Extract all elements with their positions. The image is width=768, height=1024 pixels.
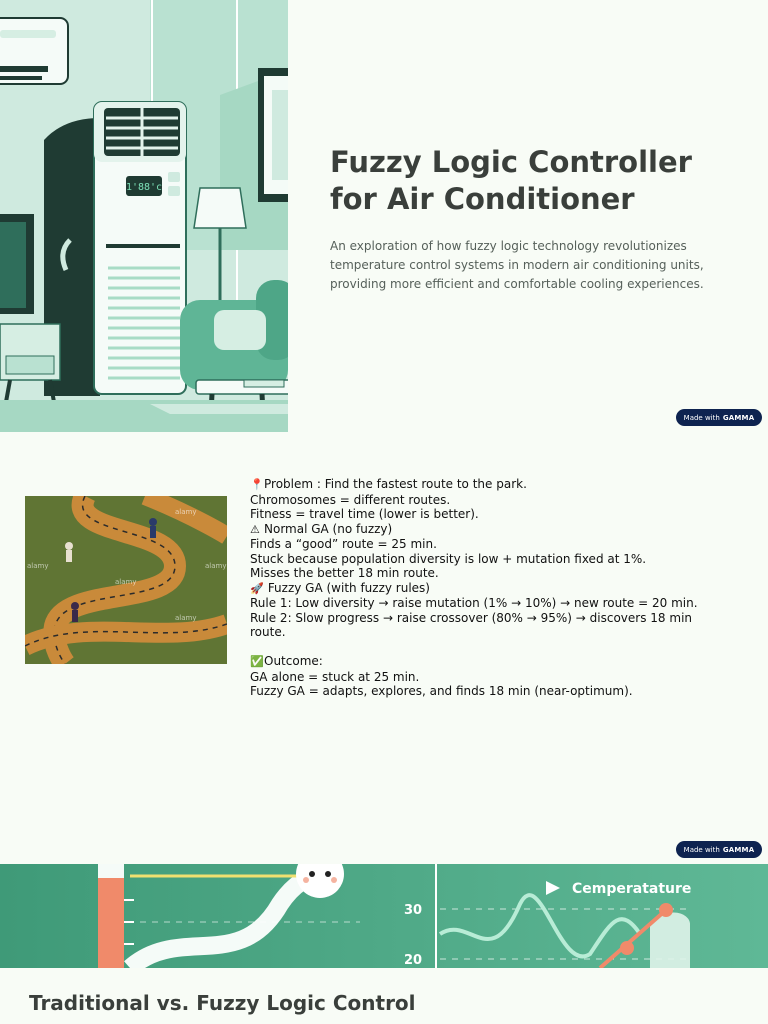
title-line-2: for Air Conditioner bbox=[330, 182, 635, 216]
ga-text-line bbox=[250, 477, 720, 493]
svg-text:30: 30 bbox=[404, 903, 423, 918]
page-title bbox=[330, 144, 730, 218]
ga-text-line bbox=[250, 581, 720, 597]
ga-text-line bbox=[250, 670, 720, 685]
ga-text-line bbox=[250, 537, 720, 552]
gamma-logo: GAMMA bbox=[722, 413, 755, 422]
ga-text-line bbox=[250, 522, 720, 538]
ga-text-line bbox=[250, 596, 720, 611]
ga-line-text: Rule 1: Low diversity → raise mutation (1% → 10%) → new route = 20 min. bbox=[250, 596, 698, 610]
svg-text:20: 20 bbox=[404, 953, 423, 968]
ga-line-text: Normal GA (no fuzzy) bbox=[264, 521, 393, 536]
ga-text-line bbox=[250, 566, 720, 581]
ga-text-line bbox=[250, 507, 720, 522]
ga-text-line bbox=[250, 640, 720, 655]
svg-text:alamy: alamy bbox=[205, 562, 227, 570]
ga-text-line bbox=[250, 684, 720, 699]
air-conditioner-illustration bbox=[0, 0, 288, 432]
subtitle: An exploration of how fuzzy logic technology revolutionizes temperature control systems in modern air conditioning units, providing more efficient and comfortable cooling experiences. bbox=[330, 239, 704, 291]
svg-text:1'88'c: 1'88'c bbox=[125, 182, 163, 193]
rocket-icon: 🚀 bbox=[250, 581, 264, 595]
ga-line-text: Chromosomes = different routes. bbox=[250, 492, 451, 507]
made-with-gamma-badge[interactable] bbox=[676, 841, 762, 858]
pin-icon: 📍 bbox=[250, 478, 264, 491]
svg-text:alamy: alamy bbox=[27, 562, 49, 570]
ga-line-text: Fuzzy GA (with fuzzy rules) bbox=[264, 580, 430, 595]
ga-text-line bbox=[250, 493, 720, 508]
check-icon: ✅ bbox=[250, 655, 264, 668]
svg-text:Cemperatature: Cemperatature bbox=[572, 881, 692, 897]
svg-text:alamy: alamy bbox=[115, 578, 137, 586]
made-with-gamma-badge[interactable] bbox=[676, 409, 762, 426]
svg-text:alamy: alamy bbox=[175, 614, 197, 622]
ga-line-text: Finds a “good” route = 25 min. bbox=[250, 537, 437, 551]
winding-road-image bbox=[25, 496, 227, 664]
ga-line-text: Fitness = travel time (lower is better). bbox=[250, 507, 479, 521]
ga-text-line bbox=[250, 625, 720, 640]
title-slide bbox=[0, 0, 768, 432]
ga-explanation-text bbox=[250, 477, 720, 699]
title-line-1: Fuzzy Logic Controller bbox=[330, 145, 692, 179]
ga-line-text: Fuzzy GA = adapts, explores, and finds 18 min (near-optimum). bbox=[250, 684, 633, 698]
badge-prefix: Made with bbox=[683, 413, 720, 422]
ga-line-text: GA alone = stuck at 25 min. bbox=[250, 669, 420, 684]
badge-prefix: Made with bbox=[683, 845, 720, 854]
ga-text-line bbox=[250, 654, 720, 670]
comparison-slide bbox=[0, 864, 768, 1024]
section-title: Traditional vs. Fuzzy Logic Control bbox=[29, 991, 416, 1015]
ga-text-line bbox=[250, 611, 720, 626]
ga-line-text: Stuck because population diversity is low + mutation fixed at 1%. bbox=[250, 551, 647, 566]
ga-line-text: Outcome: bbox=[264, 654, 323, 668]
temperature-chart-banner bbox=[0, 864, 768, 968]
ga-example-slide bbox=[0, 432, 768, 864]
ga-line-text: Problem : Find the fastest route to the park. bbox=[264, 477, 527, 491]
warning-icon: ⚠ bbox=[250, 522, 260, 536]
svg-text:alamy: alamy bbox=[175, 508, 197, 516]
gamma-logo: GAMMA bbox=[722, 845, 755, 854]
ga-line-text: route. bbox=[250, 625, 286, 639]
ga-line-text: Rule 2: Slow progress → raise crossover (80% → 95%) → discovers 18 min bbox=[250, 610, 693, 625]
ga-line-text: Misses the better 18 min route. bbox=[250, 566, 439, 580]
ga-text-line bbox=[250, 552, 720, 567]
